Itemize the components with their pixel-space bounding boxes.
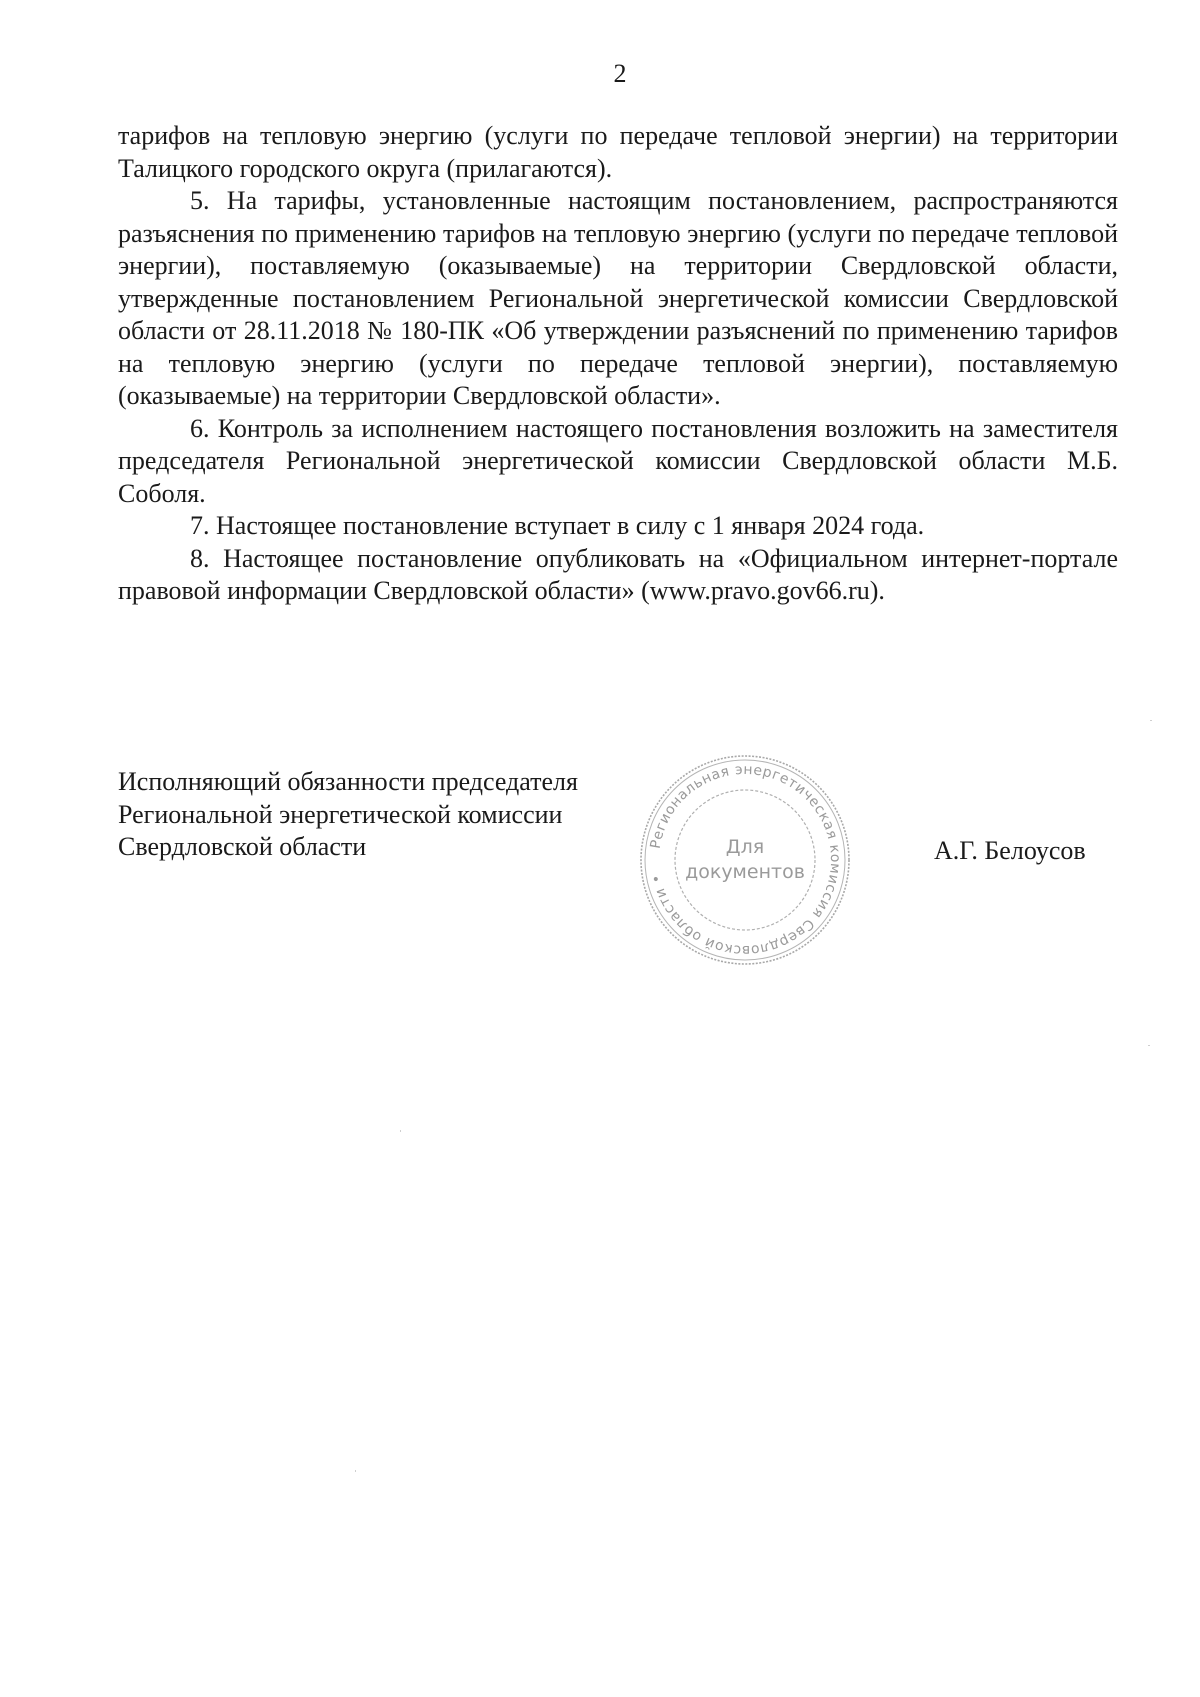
paragraph-item-5: 5. На тарифы, установленные настоящим постановлением, распространяются разъяснения по применению тарифов на тепловую энергию (услуги по передаче тепловой энергии), поставляемую (оказываемые) на территории Свердловской области, утвержденные постановлением Региональной энергетической комиссии Свердловской области от 28.11.2018 № 180-ПК «Об утверждении разъяснений по применению тарифов на тепловую энергию (услуги по передаче тепловой энергии), поставляемую (оказываемые) на территории Свердловской области». — [118, 186, 1118, 410]
paragraph-item-7: 7. Настоящее постановление вступает в силу с 1 января 2024 года. — [190, 511, 925, 540]
paragraph-item-8: 8. Настоящее постановление опубликовать на «Официальном интернет-портале правовой информации Свердловской области» (www.pravo.gov66.ru). — [118, 543, 1118, 605]
signatory-position-line: Региональной энергетической комиссии — [118, 799, 563, 829]
signatory-position — [118, 766, 578, 864]
signatory-position-line: Свердловской области — [118, 832, 367, 861]
scan-speck — [355, 1470, 356, 1472]
scan-speck — [1150, 720, 1152, 721]
official-stamp — [635, 750, 855, 970]
paragraph-item-6: 6. Контроль за исполнением настоящего постановления возложить на заместителя председателя Региональной энергетической комиссии Свердловской области М.Б. Соболя. — [118, 413, 1118, 508]
stamp-center-line: Для — [725, 836, 765, 858]
page-number: 2 — [613, 59, 627, 88]
paragraph-continuation: тарифов на тепловую энергию (услуги по передаче тепловой энергии) на территории Талицкого городского округа (прилагаются). — [118, 121, 1118, 183]
stamp-center-line: документов — [685, 861, 805, 883]
scan-speck — [400, 1130, 401, 1132]
stamp-ring-text: Региональная энергетическая комиссия Свердловской области • — [647, 761, 844, 959]
signatory-name: А.Г. Белоусов — [934, 836, 1086, 865]
stamp-seal-icon — [635, 750, 855, 970]
signatory-position-line: Исполняющий обязанности председателя — [118, 767, 578, 796]
document-body — [118, 120, 1118, 608]
scan-speck — [1148, 1045, 1150, 1046]
